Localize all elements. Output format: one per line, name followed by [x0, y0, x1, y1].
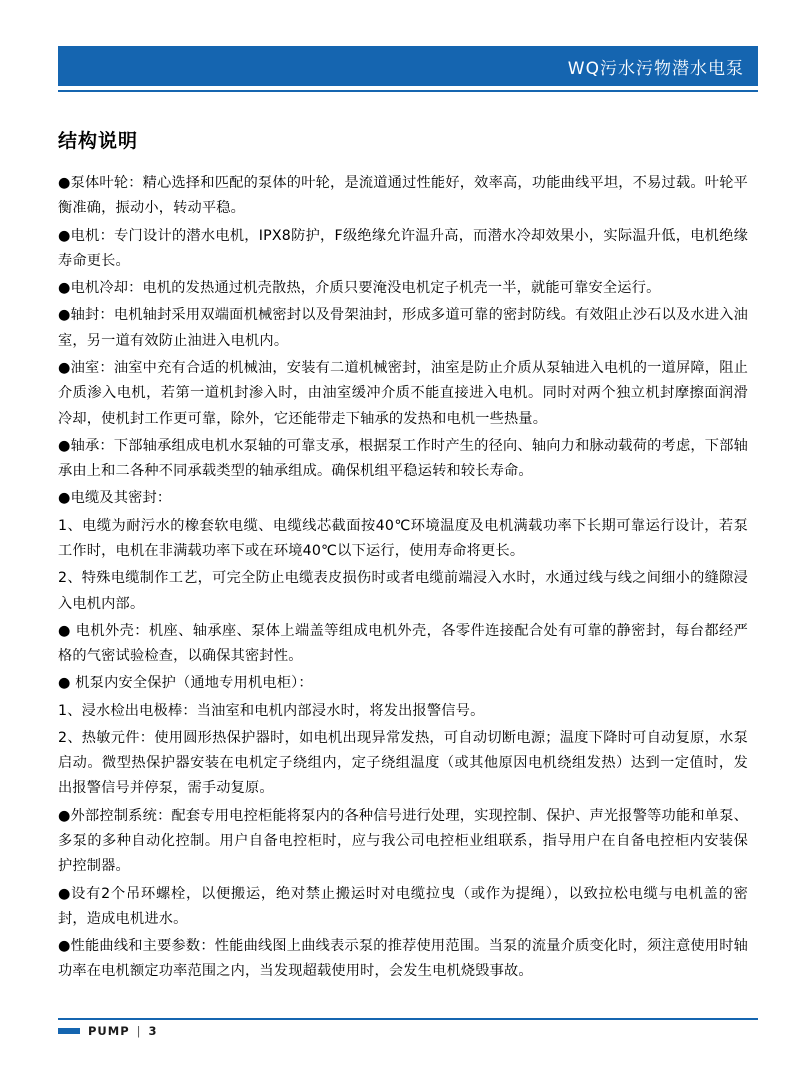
paragraph: ●电机：专门设计的潜水电机，IPX8防护，F级绝缘允许温升高，而潜水冷却效果小，实际温升低，电机绝缘寿命更长。 — [58, 227, 748, 269]
paragraph: ●轴承：下部轴承组成电机水泵轴的可靠支承，根据泵工作时产生的径向、轴向力和脉动载荷的考虑，下部轴承由上和二各种不同承载类型的轴承组成。确保机组平稳运转和较长寿命。 — [58, 437, 748, 480]
paragraph: ●泵体叶轮：精心选择和匹配的泵体的叶轮，是流道通过性能好，效率高，功能曲线平坦，不易过载。叶轮平衡准确，振动小，转动平稳。 — [58, 175, 748, 217]
paragraph: 2、热敏元件：使用圆形热保护器时，如电机出现异常发热，可自动切断电源；温度下降时可自动复原，水泵启动。微型热保护器安装在电机定子绕组内，定子绕组温度（或其他原因电机绕组发热）达到一定值时，发出报警信号并停泵，需手动复原。 — [58, 729, 748, 797]
page-footer — [58, 1024, 758, 1038]
header-divider — [58, 90, 758, 92]
document-content — [58, 126, 748, 987]
paragraph: ●外部控制系统：配套专用电控柜能将泵内的各种信号进行处理，实现控制、保护、声光报警等功能和单泵、多泵的多种自动化控制。用户自备电控柜时，应与我公司电控柜业组联系，指导用户在自备电控柜内安装保护控制器。 — [58, 807, 748, 875]
footer-label: PUMP — [88, 1024, 130, 1038]
paragraph: ●电缆及其密封： — [58, 490, 172, 507]
header-banner — [58, 46, 758, 86]
paragraph: 1、电缆为耐污水的橡套软电缆、电缆线芯截面按40℃环境温度及电机满载功率下长期可靠运行设计，若泵工作时，电机在非满载功率下或在环境40℃以下运行，使用寿命将更长。 — [58, 517, 748, 559]
paragraph: ●性能曲线和主要参数：性能曲线图上曲线表示泵的推荐使用范围。当泵的流量介质变化时，须注意使用时轴功率在电机额定功率范围之内，当发现超载使用时，会发生电机烧毁事故。 — [58, 938, 748, 980]
page-number: 3 — [148, 1024, 158, 1038]
paragraph: 1、浸水检出电极棒：当油室和电机内部浸水时，将发出报警信号。 — [58, 702, 485, 719]
paragraph: ●油室：油室中充有合适的机械油，安装有二道机械密封，油室是防止介质从泵轴进入电机的一道屏障，阻止介质渗入电机，若第一道机封渗入时，由油室缓冲介质不能直接进入电机。同时对两个独立机封摩擦面润滑冷却，使机封工作更可靠，除外，它还能带走下轴承的发热和电机一些热量。 — [58, 359, 748, 427]
paragraph: ●电机冷却：电机的发热通过机壳散热，介质只要淹没电机定子机壳一半，就能可靠安全运行。 — [58, 280, 661, 297]
footer-divider — [58, 1018, 758, 1020]
paragraph: ●轴封：电机轴封采用双端面机械密封以及骨架油封，形成多道可靠的密封防线。有效阻止沙石以及水进入油室，另一道有效防止油进入电机内。 — [58, 307, 748, 349]
footer-mark-icon — [58, 1028, 80, 1034]
page-title: 结构说明 — [58, 130, 139, 152]
header-title: WQ污水污物潜水电泵 — [567, 58, 744, 79]
footer-separator: | — [136, 1024, 142, 1038]
paragraph: ● 电机外壳：机座、轴承座、泵体上端盖等组成电机外壳，各零件连接配合处有可靠的静密封，每台都经严格的气密试验检查，以确保其密封性。 — [58, 622, 748, 665]
paragraph: ● 机泵内安全保护（通地专用机电柜）： — [58, 675, 313, 692]
paragraph: ●设有2个吊环螺栓，以便搬运，绝对禁止搬运时对电缆拉曳（或作为提绳），以致拉松电缆与电机盖的密封，造成电机进水。 — [58, 885, 748, 927]
paragraph: 2、特殊电缆制作工艺，可完全防止电缆表皮损伤时或者电缆前端浸入水时，水通过线与线之间细小的缝隙浸入电机内部。 — [58, 570, 748, 612]
